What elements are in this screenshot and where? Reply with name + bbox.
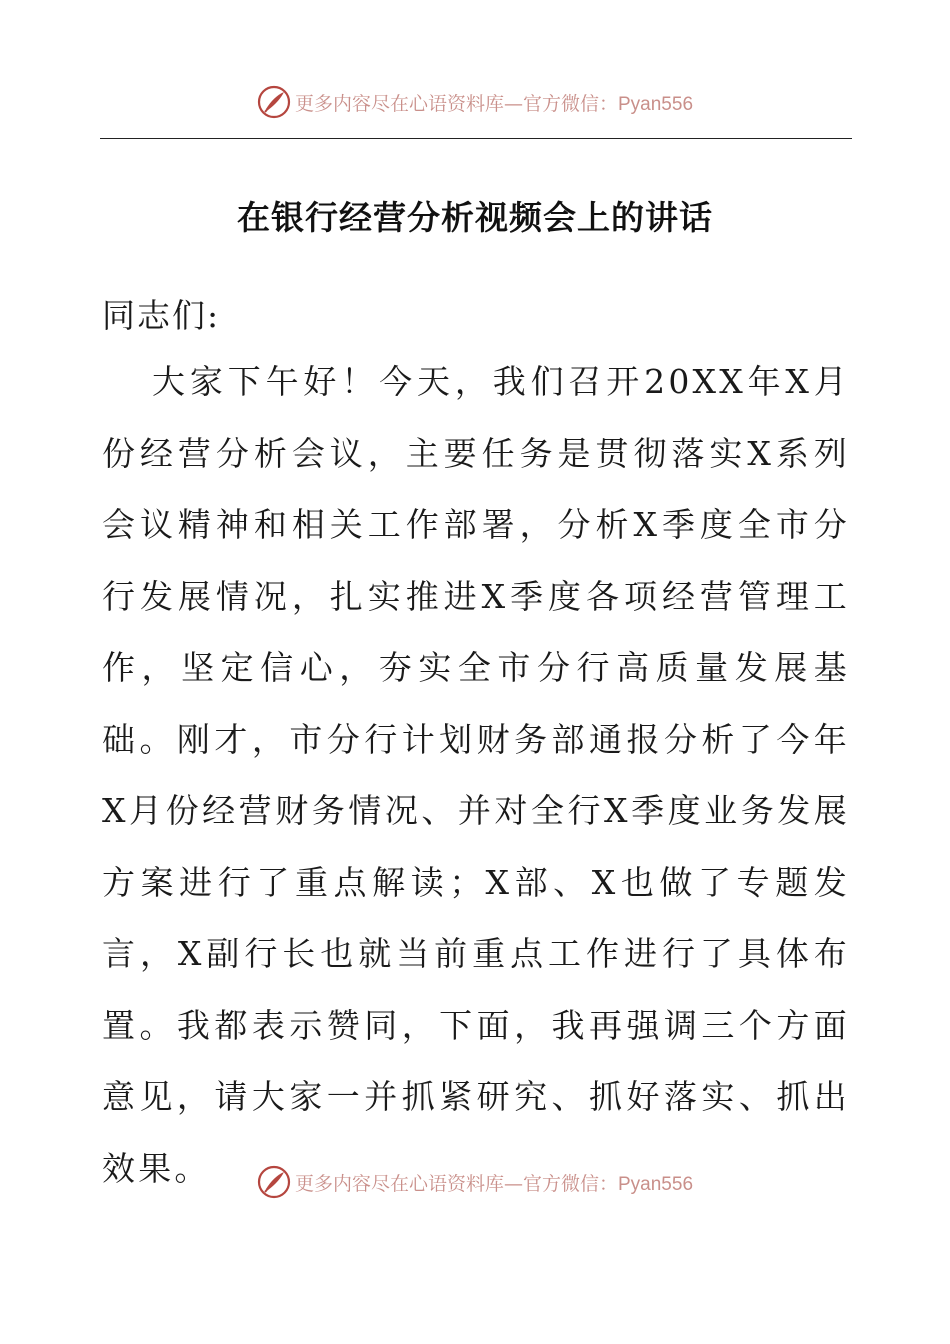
quill-logo-icon	[257, 1165, 291, 1199]
header-banner-text: 更多内容尽在心语资料库—官方微信：Pyan556	[294, 92, 694, 115]
header-divider	[100, 138, 852, 139]
quill-logo-icon	[257, 85, 291, 119]
body-paragraph: 大家下午好！今天，我们召开20XX年X月份经营分析会议，主要任务是贯彻落实X系列会议精神和相关工作部署，分析X季度全市分行发展情况，扎实推进X季度各项经营管理工作，坚定信心，夯实全市分行高质量发展基础。刚才，市分行计划财务部通报分析了今年X月份经营财务情况、并对全行X季度业务发展方案进行了重点解读；X部、X也做了专题发言，X副行长也就当前重点工作进行了具体布置。我都表示赞同，下面，我再强调三个方面意见，请大家一并抓紧研究、抓好落实、抓出效果。	[102, 362, 850, 1188]
header-contact: Pyan556	[618, 93, 694, 115]
footer-banner-text: 更多内容尽在心语资料库—官方微信：Pyan556	[294, 1172, 694, 1195]
document-title: 在银行经营分析视频会上的讲话	[237, 198, 713, 237]
footer-contact: Pyan556	[618, 1173, 694, 1195]
footer-banner	[0, 1162, 950, 1202]
header-banner	[0, 82, 950, 122]
salutation: 同志们:	[102, 296, 221, 335]
